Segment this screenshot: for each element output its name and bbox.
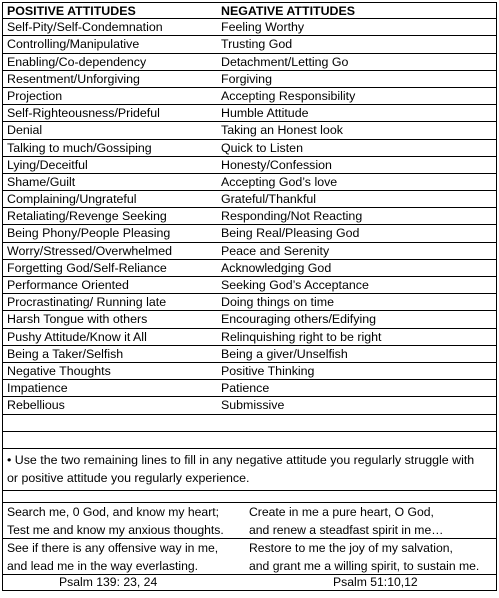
positive-attitude-cell: Self-Pity/Self-Condemnation <box>7 20 163 35</box>
table-row <box>2 174 497 191</box>
verse-psalm51-line: and grant me a willing spirit, to sustain me. <box>249 558 480 573</box>
verse-row <box>2 521 497 539</box>
negative-attitude-cell: Accepting Responsibility <box>221 88 356 103</box>
table-row <box>2 19 497 36</box>
table-row <box>2 311 497 328</box>
note-line: • Use the two remaining lines to fill in any negative attitude you regularly struggle with <box>7 452 475 467</box>
negative-attitude-cell: Quick to Listen <box>221 140 303 155</box>
positive-attitude-cell: Impatience <box>7 381 68 396</box>
positive-attitude-cell: Being Phony/People Pleasing <box>7 226 171 241</box>
table-header <box>2 2 497 19</box>
verse-psalm139-line: See if there is any offensive way in me, <box>7 540 219 555</box>
table-row <box>2 36 497 53</box>
positive-attitude-cell: Retaliating/Revenge Seeking <box>7 209 167 224</box>
verse-row <box>2 539 497 557</box>
table-row <box>2 208 497 225</box>
negative-attitude-cell: Grateful/Thankful <box>221 192 317 207</box>
positive-attitude-cell: Resentment/Unforgiving <box>7 71 140 86</box>
spacer-row <box>2 491 497 503</box>
positive-attitude-cell: Denial <box>7 123 43 138</box>
positive-attitude-cell: Harsh Tongue with others <box>7 312 148 327</box>
negative-attitude-cell: Relinquishing right to be right <box>221 329 382 344</box>
table-row <box>2 54 497 71</box>
positive-attitude-cell: Pushy Attitude/Know it All <box>7 329 147 344</box>
table-row <box>2 260 497 277</box>
negative-attitude-cell: Seeking God’s Acceptance <box>221 278 369 292</box>
negative-attitude-cell: Forgiving <box>221 71 272 86</box>
negative-attitude-cell: Positive Thinking <box>221 363 315 378</box>
table-row <box>2 380 497 397</box>
header-negative: NEGATIVE ATTITUDES <box>221 4 356 18</box>
verse-psalm51-line: Create in me a pure heart, O God, <box>249 504 434 519</box>
negative-attitude-cell: Acknowledging God <box>221 260 332 275</box>
positive-attitude-cell: Self-Righteousness/Prideful <box>7 106 160 121</box>
verse-psalm139-line: and lead me in the way everlasting. <box>7 558 199 573</box>
positive-attitude-cell: Being a Taker/Selfish <box>7 346 124 361</box>
negative-attitude-cell: Feeling Worthy <box>221 20 305 35</box>
table-row <box>2 277 497 294</box>
table-row <box>2 329 497 346</box>
table-row <box>2 397 497 414</box>
reference-psalm139: Psalm 139: 23, 24 <box>59 574 158 589</box>
blank-row <box>2 432 497 449</box>
blank-row <box>2 415 497 432</box>
table-row <box>2 363 497 380</box>
positive-attitude-cell: Complaining/Ungrateful <box>7 192 137 207</box>
verse-row <box>2 557 497 575</box>
negative-attitude-cell: Peace and Serenity <box>221 243 330 258</box>
verse-psalm51-line: and renew a steadfast spirit in me… <box>249 522 444 537</box>
positive-attitude-cell: Performance Oriented <box>7 278 129 292</box>
attitudes-worksheet <box>2 2 497 591</box>
note-line: or positive attitude you regularly experience. <box>7 471 250 486</box>
positive-attitude-cell: Lying/Deceitful <box>7 157 88 172</box>
positive-attitude-cell: Rebellious <box>7 398 65 413</box>
negative-attitude-cell: Responding/Not Reacting <box>221 209 363 224</box>
negative-attitude-cell: Encouraging others/Edifying <box>221 312 376 327</box>
negative-attitude-cell: Taking an Honest look <box>221 123 343 138</box>
negative-attitude-cell: Doing things on time <box>221 295 334 310</box>
reference-psalm51: Psalm 51:10,12 <box>333 574 418 589</box>
negative-attitude-cell: Accepting God’s love <box>221 174 338 189</box>
positive-attitude-cell: Controlling/Manipulative <box>7 37 140 52</box>
table-row <box>2 105 497 122</box>
attitude-rows <box>2 19 497 414</box>
instruction-note <box>2 449 497 491</box>
negative-attitude-cell: Being a giver/Unselfish <box>221 346 348 361</box>
positive-attitude-cell: Enabling/Co-dependency <box>7 54 147 69</box>
table-row <box>2 157 497 174</box>
verse-psalm139-line: Test me and know my anxious thoughts. <box>7 522 224 537</box>
negative-attitude-cell: Detachment/Letting Go <box>221 54 349 69</box>
table-row <box>2 225 497 242</box>
positive-attitude-cell: Worry/Stressed/Overwhelmed <box>7 243 173 258</box>
table-row <box>2 294 497 311</box>
negative-attitude-cell: Submissive <box>221 398 285 413</box>
verse-row <box>2 503 497 521</box>
negative-attitude-cell: Patience <box>221 381 270 396</box>
verse-psalm51-line: Restore to me the joy of my salvation, <box>249 540 453 555</box>
table-row <box>2 191 497 208</box>
positive-attitude-cell: Procrastinating/ Running late <box>7 295 167 310</box>
negative-attitude-cell: Humble Attitude <box>221 106 309 121</box>
scripture-references <box>2 575 497 591</box>
verse-psalm139-line: Search me, 0 God, and know my heart; <box>7 504 220 519</box>
table-row <box>2 71 497 88</box>
table-row <box>2 243 497 260</box>
negative-attitude-cell: Honesty/Confession <box>221 157 332 172</box>
negative-attitude-cell: Being Real/Pleasing God <box>221 226 360 241</box>
negative-attitude-cell: Trusting God <box>221 37 293 52</box>
positive-attitude-cell: Forgetting God/Self-Reliance <box>7 260 167 275</box>
header-positive: POSITIVE ATTITUDES <box>7 4 136 18</box>
positive-attitude-cell: Talking to much/Gossiping <box>7 140 152 155</box>
table-row <box>2 122 497 139</box>
positive-attitude-cell: Projection <box>7 88 63 103</box>
positive-attitude-cell: Shame/Guilt <box>7 174 76 189</box>
table-row <box>2 346 497 363</box>
table-row <box>2 140 497 157</box>
positive-attitude-cell: Negative Thoughts <box>7 363 111 378</box>
table-row <box>2 88 497 105</box>
